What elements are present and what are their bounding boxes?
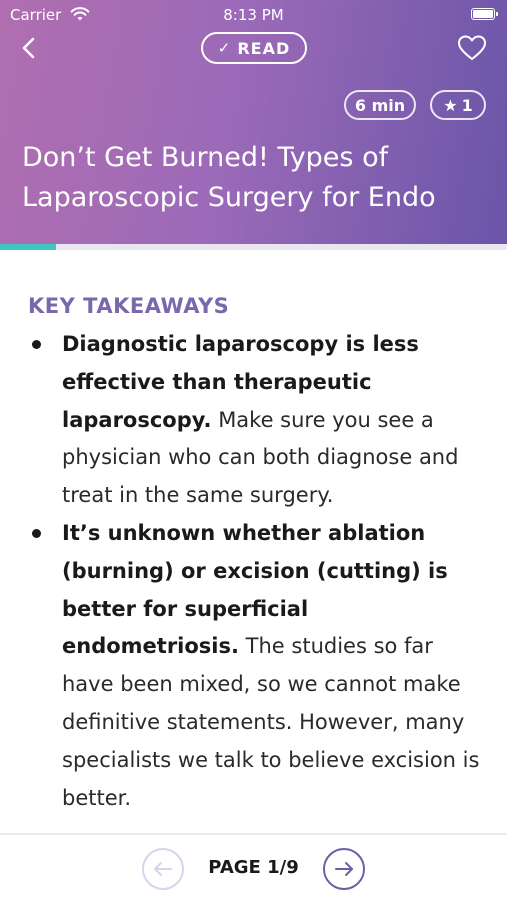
- bullet-icon: [32, 529, 41, 538]
- bullet-icon: [32, 340, 41, 349]
- previous-page-button[interactable]: [142, 848, 184, 890]
- arrow-right-circle-icon: [332, 857, 356, 881]
- stars-count: 1: [461, 95, 473, 115]
- battery-icon: [471, 8, 495, 20]
- chevron-left-icon: [16, 34, 46, 64]
- takeaway-text: The studies so far have been mixed, so we cannot make definitive statements. However, many specialists we talk to believe excision is better.: [62, 634, 480, 810]
- carrier-label: Carrier: [10, 6, 62, 24]
- article-content: [0, 250, 507, 833]
- section-heading: KEY TAKEAWAYS: [28, 294, 230, 318]
- back-button[interactable]: [16, 34, 46, 64]
- takeaway-bold-text: It’s unknown whether ablation (burning) or excision (cutting) is better for superficial endometriosis.: [62, 520, 448, 659]
- star-icon: ★: [443, 95, 458, 115]
- check-icon: ✓: [217, 39, 232, 57]
- article-header: [0, 0, 507, 250]
- status-bar: [0, 0, 507, 30]
- next-page-button[interactable]: [323, 848, 365, 890]
- key-takeaways-list: [30, 326, 480, 817]
- takeaway-text: Make sure you see a physician who can both diagnose and treat in the same surgery.: [62, 407, 459, 508]
- article-title: Don’t Get Burned! Types of Laparoscopic Surgery for Endo: [22, 142, 436, 213]
- favorite-button[interactable]: [457, 34, 487, 62]
- list-item: [30, 515, 480, 817]
- read-label: READ: [237, 38, 291, 58]
- page-indicator: PAGE 1/9: [208, 857, 299, 878]
- heart-outline-icon: [457, 34, 487, 62]
- takeaway-bold-text: Diagnostic laparoscopy is less effective than therapeutic laparoscopy.: [62, 332, 419, 432]
- arrow-left-circle-icon: [151, 857, 175, 881]
- pagination-footer: [0, 833, 507, 900]
- stars-badge: [430, 90, 486, 120]
- list-item: [30, 326, 480, 515]
- read-status-badge: [201, 32, 307, 64]
- status-time: 8:13 PM: [223, 6, 284, 24]
- reading-time-badge: 6 min: [344, 90, 416, 120]
